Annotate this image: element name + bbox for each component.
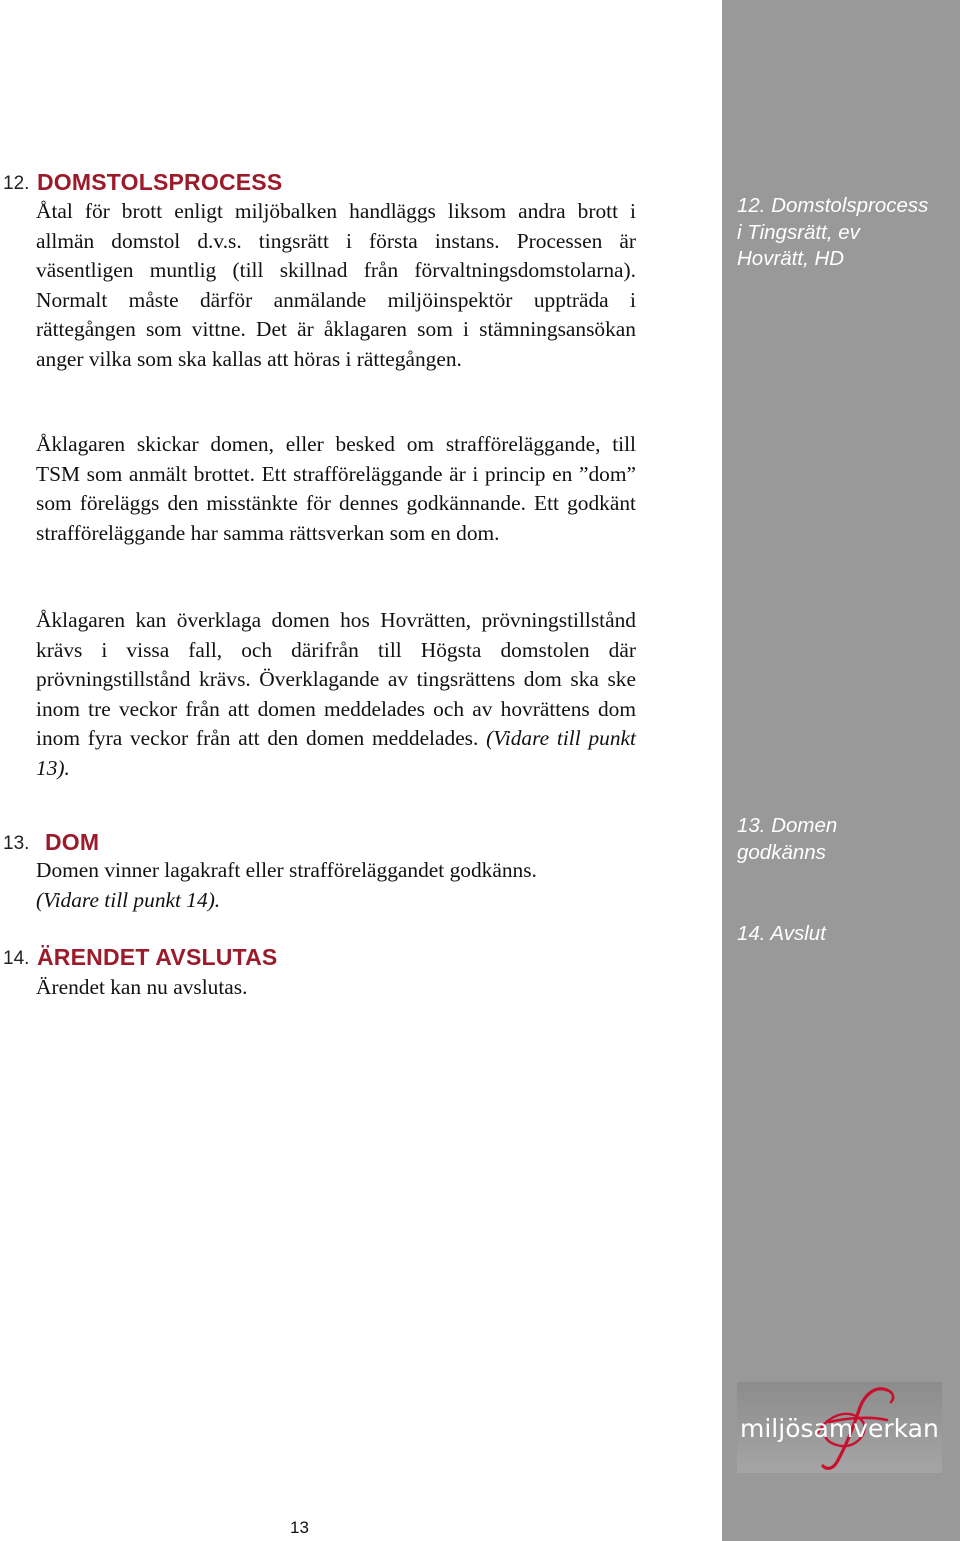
sidebar-note-12: 12. Domstolsprocess i Tingsrätt, ev Hovrätt, HD xyxy=(737,194,929,270)
section-title: DOM xyxy=(45,829,100,855)
section-13-paragraph xyxy=(36,856,636,915)
section-12-paragraph-2: Åklagaren skickar domen, eller besked om strafföreläggande, till TSM som anmält brottet. Ett strafföreläggande är i princip en ”dom” som föreläggs den misstänkte för dennes godkännande. Ett godkänt strafföreläggande har samma rättsverkan som en dom. xyxy=(36,432,636,545)
paragraph-text: Åklagaren kan överklaga domen hos Hovrätten, prövningstillstånd krävs i vissa fall, och därifrån till Högsta domstolen där prövningstillstånd krävs. Överklagande av tingsrättens dom ska ske inom tre veckor från att domen meddelades och av hovrättens dom inom fyra veckor från att den domen meddelades. xyxy=(36,608,636,750)
sidebar-note-14: 14. Avslut xyxy=(737,922,826,945)
paragraph-text: Domen vinner lagakraft eller strafföreläggandet godkänns. xyxy=(36,858,537,882)
cross-reference: (Vidare till punkt 13). xyxy=(36,726,636,780)
section-title: DOMSTOLSPROCESS xyxy=(37,169,283,195)
logo-wordmark: miljösamverkan xyxy=(740,1414,939,1443)
section-number: 12. xyxy=(3,173,30,194)
page-number: 13 xyxy=(290,1518,309,1537)
miljosamverkan-logo xyxy=(737,1382,942,1473)
cross-reference: (Vidare till punkt 14). xyxy=(36,887,221,912)
section-title: ÄRENDET AVSLUTAS xyxy=(37,944,278,970)
section-number: 14. xyxy=(3,948,30,969)
section-14-paragraph: Ärendet kan nu avslutas. xyxy=(36,975,248,999)
section-number: 13. xyxy=(3,833,30,854)
section-12-paragraph-1: Åtal för brott enligt miljöbalken handläggs liksom andra brott i allmän domstol d.v.s. tingsrätt i första instans. Processen är väsentligen muntlig (till skillnad från förvaltningsdomstolarna). Normalt måste därför anmälande miljöinspektör uppträda i rättegången som vittne. Det är åklagaren som i stämningsansökan anger vilka som ska kallas att höras i rättegången. xyxy=(36,199,636,371)
section-12-paragraph-3 xyxy=(36,606,636,783)
sidebar-note-13: 13. Domen godkänns xyxy=(737,814,838,864)
